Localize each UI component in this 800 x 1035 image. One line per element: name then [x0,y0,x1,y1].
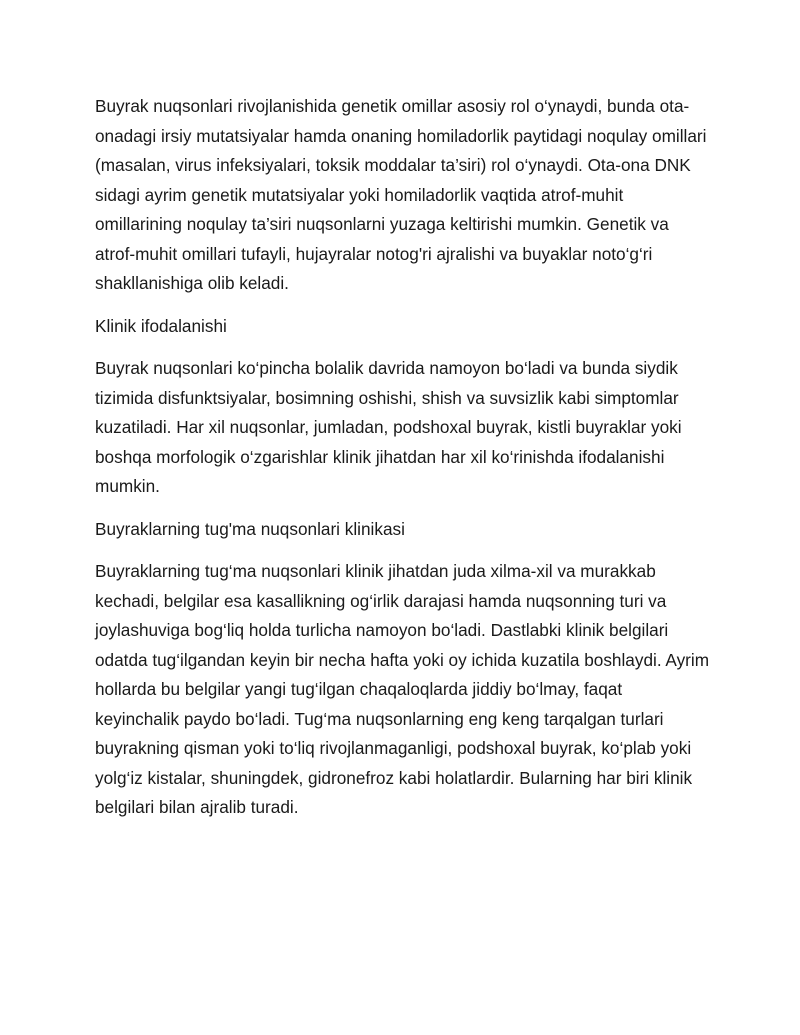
section-heading-congenital-defects-clinic: Buyraklarning tug'ma nuqsonlari klinikasi [95,518,405,539]
paragraph-clinical-manifestation: Buyrak nuqsonlari ko‘pincha bolalik davrida namoyon bo‘ladi va bunda siydik tizimida disfunktsiyalar, bosimning oshishi, shish va suvsizlik kabi simptomlar kuzatiladi. Har xil nuqsonlar, jumladan, podshoxal buyrak, kistli buyraklar yoki boshqa morfologik o‘zgarishlar klinik jihatdan har xil ko‘rinishda ifodalanishi mumkin. [95,358,682,496]
document-body [95,92,710,836]
paragraph-congenital-defects-clinic: Buyraklarning tug‘ma nuqsonlari klinik jihatdan juda xilma-xil va murakkab kechadi, belgilar esa kasallikning og‘irlik darajasi hamda nuqsonning turi va joylashuviga bog‘liq holda turlicha namoyon bo‘ladi. Dastlabki klinik belgilari odatda tug‘ilgandan keyin bir necha hafta yoki oy ichida kuzatila boshlaydi. Ayrim hollarda bu belgilar yangi tug‘ilgan chaqaloqlarda jiddiy bo‘lmay, faqat keyinchalik paydo bo‘ladi. Tug‘ma nuqsonlarning eng keng tarqalgan turlari buyrakning qisman yoki to‘liq rivojlanmaganligi, podshoxal buyrak, ko‘plab yoki yolg‘iz kistalar, shuningdek, gidronefroz kabi holatlardir. Bularning har biri klinik belgilari bilan ajralib turadi. [95,561,710,817]
section-heading-clinical-manifestation: Klinik ifodalanishi [95,315,227,336]
paragraph-genetic-factors: Buyrak nuqsonlari rivojlanishida genetik omillar asosiy rol o‘ynaydi, bunda ota-onadagi irsiy mutatsiyalar hamda onaning homiladorlik paytidagi noqulay omillari (masalan, virus infeksiyalari, toksik moddalar ta’siri) rol o‘ynaydi. Ota-ona DNK sidagi ayrim genetik mutatsiyalar yoki homiladorlik vaqtida atrof-muhit omillarining noqulay ta’siri nuqsonlarni yuzaga keltirishi mumkin. Genetik va atrof-muhit omillari tufayli, hujayralar notog'ri ajralishi va buyaklar noto‘g‘ri shakllanishiga olib keladi. [95,96,707,293]
